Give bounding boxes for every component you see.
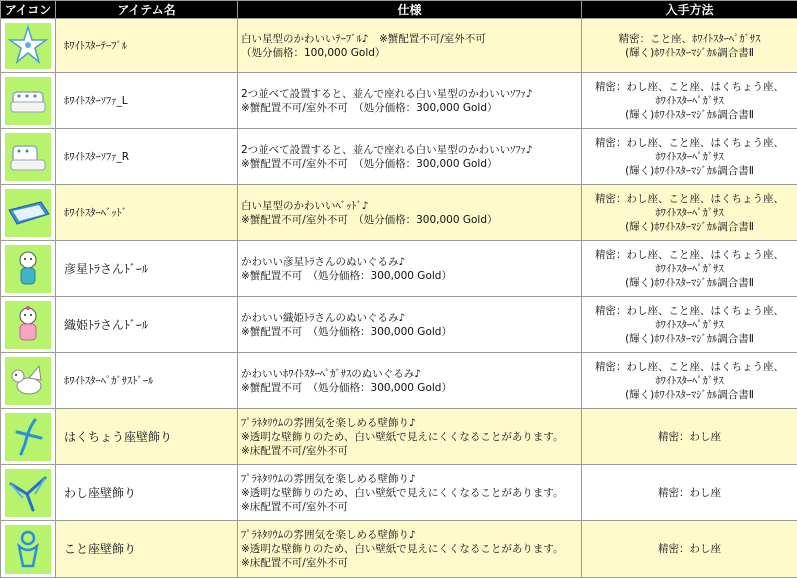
- item-spec: 白い星型のかわいいﾃｰﾌﾞﾙ♪ ※蟹配置不可/室外不可 （処分価格：100,000 Gold）: [238, 19, 582, 73]
- item-name: ﾎﾜｲﾄｽﾀｰﾍﾟｶﾞｻｽﾄﾞｰﾙ: [56, 353, 238, 409]
- item-spec: ﾌﾟﾗﾈﾀﾘｳﾑの雰囲気を楽しめる壁飾り♪ ※透明な壁飾りのため、白い壁紙で見えにくくなることがあります。 ※床配置不可/室外不可: [238, 465, 582, 521]
- table-row: [1, 297, 797, 353]
- item-how-to-obtain: 精密：こと座、ﾎﾜｲﾄｽﾀｰﾍﾟｶﾞｻｽ (輝く)ﾎﾜｲﾄｽﾀｰﾏｼﾞｶﾙ調合書Ⅱ: [582, 19, 797, 73]
- orihime-tora-doll-icon: [3, 299, 53, 351]
- header-item-name: アイテム名: [56, 1, 238, 19]
- white-star-bed-icon: [3, 187, 53, 239]
- table-row: [1, 465, 797, 521]
- header-icon: アイコン: [1, 1, 56, 19]
- header-how-to-obtain: 入手方法: [582, 1, 797, 19]
- lyra-wall-decoration-icon: [3, 523, 53, 576]
- header-spec: 仕様: [238, 1, 582, 19]
- item-name: 彦星ﾄﾗさんﾄﾞｰﾙ: [56, 241, 238, 297]
- white-star-sofa-r-icon: [3, 131, 53, 183]
- table-row: [1, 353, 797, 409]
- item-how-to-obtain: 精密：わし座、こと座、はくちょう座、 ﾎﾜｲﾄｽﾀｰﾍﾟｶﾞｻｽ (輝く)ﾎﾜｲﾄｽﾀｰﾏｼﾞｶﾙ調合書Ⅱ: [582, 241, 797, 297]
- hikoboshi-tora-doll-icon: [3, 243, 53, 295]
- item-spec: ﾌﾟﾗﾈﾀﾘｳﾑの雰囲気を楽しめる壁飾り♪ ※透明な壁飾りのため、白い壁紙で見えにくくなることがあります。 ※床配置不可/室外不可: [238, 409, 582, 465]
- item-spec: 2つ並べて設置すると、並んで座れる白い星型のかわいいｿﾌｧ♪ ※蟹配置不可/室外不可 （処分価格：300,000 Gold）: [238, 129, 582, 185]
- item-spec: 2つ並べて設置すると、並んで座れる白い星型のかわいいｿﾌｧ♪ ※蟹配置不可/室外不可 （処分価格：300,000 Gold）: [238, 73, 582, 129]
- table-row: [1, 19, 797, 73]
- item-name: ﾎﾜｲﾄｽﾀｰｿﾌｧ_L: [56, 73, 238, 129]
- white-star-sofa-l-icon: [3, 75, 53, 127]
- item-how-to-obtain: 精密：わし座、こと座、はくちょう座、 ﾎﾜｲﾄｽﾀｰﾍﾟｶﾞｻｽ (輝く)ﾎﾜｲﾄｽﾀｰﾏｼﾞｶﾙ調合書Ⅱ: [582, 353, 797, 409]
- item-name: 織姫ﾄﾗさんﾄﾞｰﾙ: [56, 297, 238, 353]
- item-how-to-obtain: 精密：わし座: [582, 409, 797, 465]
- header-row: [1, 1, 797, 19]
- item-name: ﾎﾜｲﾄｽﾀｰﾃｰﾌﾞﾙ: [56, 19, 238, 73]
- item-name: こと座壁飾り: [56, 521, 238, 578]
- item-how-to-obtain: 精密：わし座: [582, 465, 797, 521]
- item-name: ﾎﾜｲﾄｽﾀｰｿﾌｧ_R: [56, 129, 238, 185]
- table-row: [1, 73, 797, 129]
- item-name: わし座壁飾り: [56, 465, 238, 521]
- item-spec: 白い星型のかわいいﾍﾞｯﾄﾞ♪ ※蟹配置不可/室外不可 （処分価格：300,000 Gold）: [238, 185, 582, 241]
- table-row: [1, 409, 797, 465]
- item-how-to-obtain: 精密：わし座、こと座、はくちょう座、 ﾎﾜｲﾄｽﾀｰﾍﾟｶﾞｻｽ (輝く)ﾎﾜｲﾄｽﾀｰﾏｼﾞｶﾙ調合書Ⅱ: [582, 129, 797, 185]
- cygnus-wall-decoration-icon: [3, 411, 53, 463]
- white-star-table-icon: [3, 21, 53, 71]
- item-spec: かわいいﾎﾜｲﾄｽﾀｰﾍﾟｶﾞｻｽのぬいぐるみ♪ ※蟹配置不可 （処分価格：300,000 Gold）: [238, 353, 582, 409]
- item-spec: ﾌﾟﾗﾈﾀﾘｳﾑの雰囲気を楽しめる壁飾り♪ ※透明な壁飾りのため、白い壁紙で見えにくくなることがあります。 ※床配置不可/室外不可: [238, 521, 582, 578]
- item-spec: かわいい織姫ﾄﾗさんのぬいぐるみ♪ ※蟹配置不可 （処分価格：300,000 Gold）: [238, 297, 582, 353]
- item-how-to-obtain: 精密：わし座、こと座、はくちょう座、 ﾎﾜｲﾄｽﾀｰﾍﾟｶﾞｻｽ (輝く)ﾎﾜｲﾄｽﾀｰﾏｼﾞｶﾙ調合書Ⅱ: [582, 73, 797, 129]
- table-row: [1, 241, 797, 297]
- item-name: ﾎﾜｲﾄｽﾀｰﾍﾞｯﾄﾞ: [56, 185, 238, 241]
- table-row: [1, 129, 797, 185]
- item-name: はくちょう座壁飾り: [56, 409, 238, 465]
- table-body: [1, 19, 797, 578]
- table-row: [1, 185, 797, 241]
- item-how-to-obtain: 精密：わし座、こと座、はくちょう座、 ﾎﾜｲﾄｽﾀｰﾍﾟｶﾞｻｽ (輝く)ﾎﾜｲﾄｽﾀｰﾏｼﾞｶﾙ調合書Ⅱ: [582, 185, 797, 241]
- item-spec: かわいい彦星ﾄﾗさんのぬいぐるみ♪ ※蟹配置不可 （処分価格：300,000 Gold）: [238, 241, 582, 297]
- aquila-wall-decoration-icon: [3, 467, 53, 519]
- white-star-pegasus-doll-icon: [3, 355, 53, 407]
- table-row: [1, 521, 797, 578]
- item-how-to-obtain: 精密：わし座: [582, 521, 797, 578]
- item-how-to-obtain: 精密：わし座、こと座、はくちょう座、 ﾎﾜｲﾄｽﾀｰﾍﾟｶﾞｻｽ (輝く)ﾎﾜｲﾄｽﾀｰﾏｼﾞｶﾙ調合書Ⅱ: [582, 297, 797, 353]
